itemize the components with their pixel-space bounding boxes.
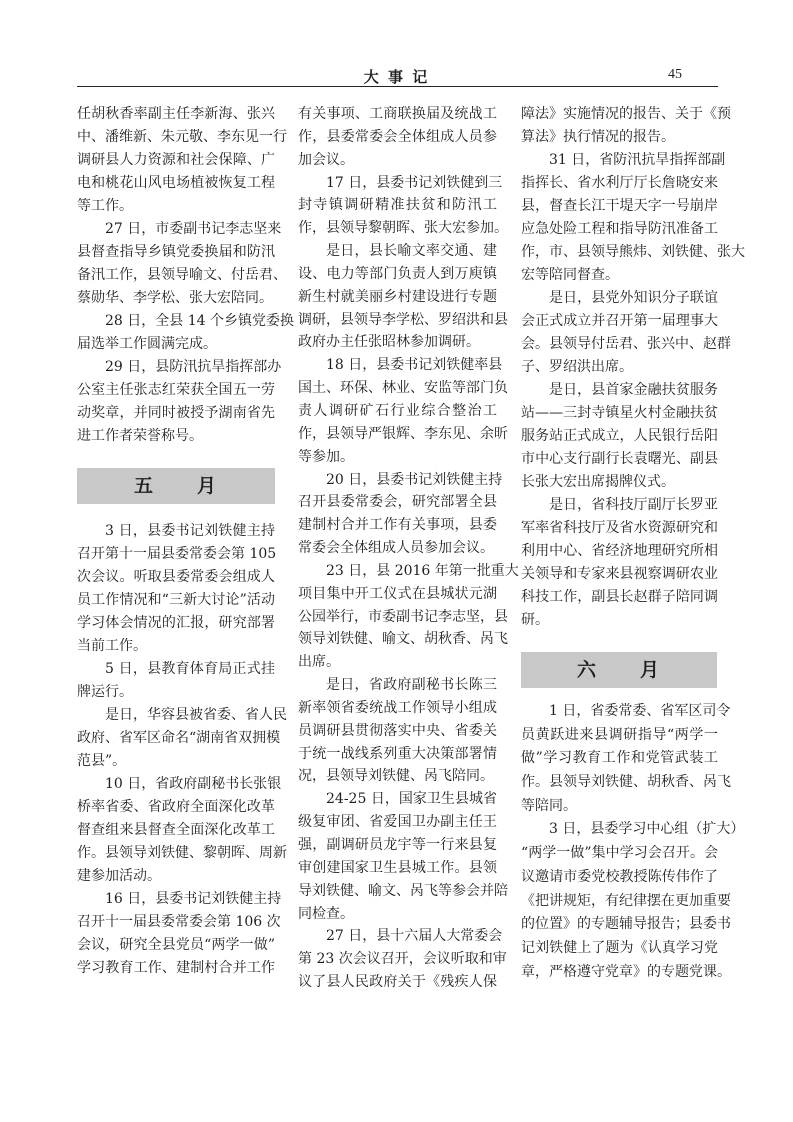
text-line: 站——三封寺镇星火村金融扶贫 <box>521 405 718 421</box>
text-line: 动奖章，并同时被授予湖南省先 <box>77 405 275 421</box>
entry-paragraph <box>77 520 275 658</box>
text-line: 员黄跃进来县调研指导“两学一 <box>521 726 718 743</box>
text-line: 是日，县首家金融扶贫服务 <box>549 382 718 398</box>
text-line: 子、罗绍洪出席。 <box>521 359 633 375</box>
entry-paragraph <box>77 658 275 704</box>
text-line: 服务站正式成立，人民银行岳阳 <box>521 428 718 444</box>
entry-paragraph <box>298 354 508 468</box>
text-line: 等参加。 <box>298 448 354 465</box>
text-line: 审创建国家卫生县城工作。县领 <box>298 859 497 876</box>
text-line: 障法》实施情况的报告、关于《预 <box>521 106 731 122</box>
text-line: 指挥长、省水利厅厅长詹晓安来 <box>521 175 718 191</box>
text-line: 记刘铁健上了题为《认真学习党 <box>521 939 718 956</box>
text-line: 强，副调研员龙宇等一行来县复 <box>298 837 497 853</box>
text-line: 会议，研究全县党员“两学一做” <box>77 937 275 953</box>
text-line: 5 日，县教育体育局正式挂 <box>105 661 275 677</box>
text-line: 召开十一届县委常委会第 106 次 <box>77 914 281 930</box>
text-line: 学习教育工作、建制村合并工作 <box>77 960 275 976</box>
text-line: 作。县领导刘铁健、黎朝晖、周新 <box>77 845 287 861</box>
text-line: 市中心支行副行长袁曙光、副县 <box>521 451 718 467</box>
entry-paragraph <box>77 704 287 773</box>
page-number: 45 <box>668 67 682 82</box>
text-line: 有关事项、工商联换届及统战工 <box>298 106 497 122</box>
text-line: 常委会全体组成人员参加会议。 <box>298 540 494 557</box>
text-line: 蔡勋华、李学松、张大宏陪同。 <box>77 290 273 306</box>
text-line: 20 日，县委书记刘铁健主持 <box>326 471 503 488</box>
text-line: 是日，县长喻文率交通、建 <box>326 243 497 260</box>
text-line: 长张大宏出席揭牌仪式。 <box>521 474 675 490</box>
text-line: 议邀请市委党校教授陈传伟作了 <box>521 868 718 885</box>
entry-paragraph <box>298 469 503 560</box>
text-line: 领导刘铁健、喻文、胡秋香、呙飞 <box>298 631 508 648</box>
text-line: 《把讲规矩，有纪律摆在更加重要 <box>521 892 731 909</box>
entry-paragraph <box>298 240 508 354</box>
text-line: 3 日，县委书记刘铁健主持 <box>105 523 275 539</box>
text-line: 学习体会情况的汇报，研究部署 <box>77 615 275 631</box>
text-line: 的位置》的专题辅导报告；县委书 <box>521 916 731 933</box>
text-line: 县，督查长江干堤天字一号崩岸 <box>521 198 718 214</box>
text-line: 议了县人民政府关于《残疾人保 <box>298 974 497 991</box>
entry-paragraph <box>298 560 519 674</box>
column-3-top <box>521 103 745 632</box>
text-line: 桥率省委、省政府全面深化改革 <box>77 799 275 815</box>
text-line: 进工作者荣誉称号。 <box>77 428 203 444</box>
text-line: 16 日，县委书记刘铁健主持 <box>105 891 282 907</box>
text-line: 作，县委常委会全体组成人员参 <box>298 128 497 145</box>
entry-paragraph <box>521 103 731 149</box>
text-line: 调研县人力资源和社会保障、广 <box>77 152 275 168</box>
text-line: 31 日，省防汛抗旱指挥部副 <box>549 152 726 168</box>
text-line: 召开县委常委会，研究部署全县 <box>298 494 497 511</box>
text-line: 10 日，省政府副秘书长张银 <box>105 776 282 792</box>
text-line: 届选举工作圆满完成。 <box>77 336 217 352</box>
entry-paragraph <box>298 788 508 925</box>
text-line: 当前工作。 <box>77 638 147 654</box>
text-line: 出席。 <box>298 654 340 671</box>
column-2 <box>298 103 519 994</box>
text-line: 3 日，县委学习中心组（扩大） <box>549 821 745 838</box>
text-line: 公园举行，市委副书记李志坚，县 <box>298 608 508 625</box>
running-header-title: 大 事 记 <box>363 68 430 86</box>
entry-paragraph <box>77 773 287 888</box>
entry-paragraph <box>77 218 287 310</box>
text-line: 科技工作，副县长赵群子陪同调 <box>521 589 718 605</box>
text-line: 项目集中开工仪式在县城状元湖 <box>298 585 497 602</box>
text-line: 召开第十一届县委常委会第 105 <box>77 546 277 562</box>
column-3-bottom <box>521 700 745 984</box>
entry-paragraph <box>77 356 282 448</box>
text-line: 级复审团、省爱国卫办副主任王 <box>298 814 497 831</box>
entry-paragraph <box>521 818 745 984</box>
entry-paragraph <box>77 888 282 980</box>
text-line: 于统一战线系列重大决策部署情 <box>298 745 497 762</box>
entry-paragraph <box>77 310 294 356</box>
text-line: 次会议。听取县委常委会组成人 <box>77 569 275 585</box>
text-line: 加会议。 <box>298 151 354 168</box>
text-line: 督查组来县督查全面深化改革工 <box>77 822 275 838</box>
text-line: 27 日，县十六届人大常委会 <box>326 928 503 945</box>
text-line: 1 日，省委常委、省军区司令 <box>549 703 731 719</box>
text-line: 是日，省政府副秘书长陈三 <box>326 677 497 694</box>
text-line: 新生村就美丽乡村建设进行专题 <box>298 288 497 305</box>
text-line: 政府办主任张昭林参加调研。 <box>298 334 480 351</box>
text-line: 18 日，县委书记刘铁健率县 <box>326 357 503 374</box>
text-line: 新率领省委统战工作领导小组成 <box>298 699 497 716</box>
text-line: 建参加活动。 <box>77 868 161 884</box>
entry-paragraph <box>521 494 718 632</box>
text-line: 调研，县领导李学松、罗绍洪和县 <box>298 311 508 328</box>
text-line: 同检查。 <box>298 905 354 922</box>
text-line: 县督查指导乡镇党委换届和防汛 <box>77 244 275 260</box>
entry-paragraph <box>298 103 497 172</box>
entry-paragraph <box>77 103 287 218</box>
text-line: 建制村合并工作有关事项，县委 <box>298 517 497 534</box>
text-line: 28 日，全县 14 个乡镇党委换 <box>105 313 294 329</box>
text-line: 应急处险工程和指导防汛准备工 <box>521 221 718 237</box>
entry-paragraph <box>521 287 731 379</box>
text-line: “两学一做”集中学习会召开。会 <box>521 845 718 862</box>
text-line: 况，县领导刘铁健、呙飞陪同。 <box>298 768 494 785</box>
text-line: 算法》执行情况的报告。 <box>521 129 675 145</box>
entry-paragraph <box>521 379 718 494</box>
column-1-bottom <box>77 520 287 980</box>
text-line: 员调研县贯彻落实中央、省委关 <box>298 722 497 739</box>
text-line: 电和桃花山风电场植被恢复工程 <box>77 175 275 191</box>
text-line: 范县”。 <box>77 753 127 769</box>
text-line: 等陪同。 <box>521 797 577 814</box>
text-line: 军率省科技厅及省水资源研究和 <box>521 520 718 536</box>
text-line: 是日，县党外知识分子联谊 <box>549 290 718 306</box>
text-line: 24-25 日，国家卫生县城省 <box>326 791 497 808</box>
text-line: 等工作。 <box>77 198 133 214</box>
month-heading-may: 五 月 <box>77 468 275 504</box>
text-line: 利用中心、省经济地理研究所相 <box>521 543 718 559</box>
text-line: 27 日，市委副书记李志坚来 <box>105 221 282 237</box>
text-line: 作。县领导刘铁健、胡秋香、呙飞 <box>521 774 731 791</box>
text-line: 第 23 次会议召开，会议听取和审 <box>298 951 507 968</box>
text-line: 23 日，县 2016 年第一批重大 <box>326 562 519 579</box>
text-line: 牌运行。 <box>77 684 133 700</box>
text-line: 封寺镇调研精准扶贫和防汛工 <box>298 197 497 214</box>
text-line: 作，县领导严银辉、李东见、余昕 <box>298 425 508 442</box>
text-line: 员工作情况和“三新大讨论”活动 <box>77 592 275 608</box>
text-line: 政府、省军区命名“湖南省双拥模 <box>77 730 281 746</box>
text-line: 会正式成立并召开第一届理事大 <box>521 313 718 329</box>
text-line: 是日，省科技厅副厅长罗亚 <box>549 497 718 513</box>
text-line: 中、潘维新、朱元敬、李东见一行 <box>77 129 287 145</box>
column-1-top <box>77 103 294 448</box>
entry-paragraph <box>298 925 507 994</box>
text-line: 设、电力等部门负责人到万庾镇 <box>298 265 497 282</box>
entry-paragraph <box>521 149 745 287</box>
text-line: 作，市、县领导熊炜、刘铁健、张大 <box>521 244 745 260</box>
text-line: 导刘铁健、喻文、呙飞等参会并陪 <box>298 882 508 899</box>
text-line: 任胡秋香率副主任李新海、张兴 <box>77 106 275 122</box>
text-line: 是日，华容县被省委、省人民 <box>105 707 287 723</box>
text-line: 做”学习教育工作和党管武装工 <box>521 750 718 767</box>
text-line: 公室主任张志红荣获全国五一劳 <box>77 382 275 398</box>
entry-paragraph <box>521 700 731 818</box>
text-line: 29 日，县防汛抗旱指挥部办 <box>105 359 282 375</box>
entry-paragraph <box>298 172 508 241</box>
text-line: 备汛工作，县领导喻文、付岳君、 <box>77 267 287 283</box>
text-line: 作，县领导黎朝晖、张大宏参加。 <box>298 220 508 237</box>
text-line: 国土、环保、林业、安监等部门负 <box>298 380 508 397</box>
text-line: 章，严格遵守党章》的专题党课。 <box>521 963 731 980</box>
text-line: 会。县领导付岳君、张兴中、赵群 <box>521 336 731 352</box>
month-heading-june: 六 月 <box>521 652 717 688</box>
text-line: 关领导和专家来县视察调研农业 <box>521 566 718 582</box>
header-divider <box>77 86 718 87</box>
text-line: 17 日，县委书记刘铁健到三 <box>326 174 503 191</box>
text-line: 研。 <box>521 612 549 628</box>
text-line: 宏等陪同督查。 <box>521 267 619 283</box>
text-line: 责人调研矿石行业综合整治工 <box>298 402 497 419</box>
entry-paragraph <box>298 674 497 788</box>
